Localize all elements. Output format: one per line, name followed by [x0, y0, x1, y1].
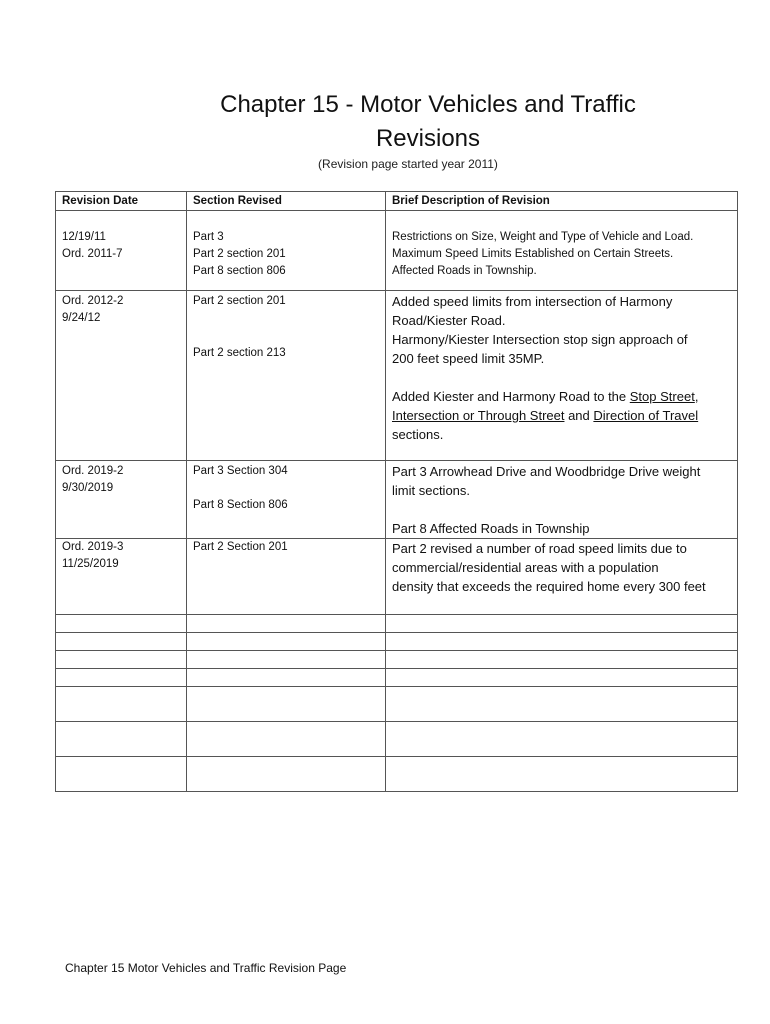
description-line: Part 8 Affected Roads in Township	[392, 521, 590, 536]
description-line: Restrictions on Size, Weight and Type of Vehicle and Load.	[392, 231, 694, 243]
header-section-revised: Section Revised	[187, 192, 386, 211]
description-text: ,	[694, 389, 699, 404]
table-row	[56, 211, 738, 291]
empty-row	[56, 722, 738, 757]
description-cell	[386, 211, 738, 291]
section-revised-cell	[187, 211, 386, 291]
section-item: Part 2 Section 201	[193, 541, 288, 553]
description-line: commercial/residential areas with a population	[392, 560, 659, 575]
revision-date-cell	[56, 539, 187, 615]
section-item: Part 8 Section 806	[193, 499, 288, 511]
page-subtitle: (Revision page started year 2011)	[318, 157, 498, 171]
description-line: 200 feet speed limit 35MP.	[392, 351, 545, 366]
revision-date-cell	[56, 211, 187, 291]
ordinance-number: Ord. 2019-3	[62, 541, 124, 553]
ordinance-number: Ord. 2012-2	[62, 295, 124, 307]
description-cell	[386, 461, 738, 539]
ordinance-number: Ord. 2019-2	[62, 465, 124, 477]
section-item: Part 8 section 806	[193, 265, 286, 277]
revision-date-cell	[56, 291, 187, 461]
description-line: Maximum Speed Limits Established on Certain Streets.	[392, 248, 674, 260]
title-line-1: Chapter 15 - Motor Vehicles and Traffic	[220, 91, 636, 118]
empty-row	[56, 687, 738, 722]
header-description: Brief Description of Revision	[386, 192, 738, 211]
title-line-2: Revisions	[375, 125, 481, 152]
description-line: density that exceeds the required home every 300 feet	[392, 579, 706, 594]
empty-row	[56, 651, 738, 669]
section-revised-cell	[187, 291, 386, 461]
header-revision-date: Revision Date	[56, 192, 187, 211]
description-line: Part 3 Arrowhead Drive and Woodbridge Drive weight	[392, 464, 701, 479]
description-cell	[386, 539, 738, 615]
revision-table	[55, 191, 738, 792]
description-line: Harmony/Kiester Intersection stop sign approach of	[392, 332, 688, 347]
description-line	[392, 387, 731, 406]
description-line	[392, 406, 731, 425]
description-text: Added Kiester and Harmony Road to the	[392, 389, 630, 404]
description-line: Affected Roads in Township.	[392, 265, 537, 277]
empty-row	[56, 633, 738, 651]
revision-date: 9/24/12	[62, 312, 101, 324]
description-text: and	[564, 408, 594, 423]
revision-date: 11/25/2019	[62, 558, 119, 570]
section-item: Part 3	[193, 231, 224, 243]
description-line: sections.	[392, 427, 444, 442]
section-item: Part 2 section 201	[193, 248, 286, 260]
table-header-row	[56, 192, 738, 211]
section-item: Part 2 section 201	[193, 295, 286, 307]
revision-date-cell	[56, 461, 187, 539]
table-row	[56, 539, 738, 615]
revision-date: 9/30/2019	[62, 482, 114, 494]
description-line: Part 2 revised a number of road speed limits due to	[392, 541, 687, 556]
stop-street-text: Stop Street	[629, 389, 695, 404]
direction-of-travel-text: Direction of Travel	[593, 408, 699, 423]
ordinance-number: Ord. 2011-7	[62, 248, 123, 260]
empty-row	[56, 615, 738, 633]
intersection-text: Intersection or Through Street	[392, 408, 565, 423]
description-line: Added speed limits from intersection of Harmony	[392, 294, 673, 309]
table-row	[56, 461, 738, 539]
description-line: limit sections.	[392, 483, 471, 498]
section-item: Part 3 Section 304	[193, 465, 288, 477]
section-item: Part 2 section 213	[193, 347, 286, 359]
description-cell	[386, 291, 738, 461]
section-revised-cell	[187, 539, 386, 615]
table-row	[56, 291, 738, 461]
page-title	[0, 88, 770, 156]
empty-row	[56, 669, 738, 687]
revision-date: 12/19/11	[62, 231, 106, 243]
section-revised-cell	[187, 461, 386, 539]
empty-row	[56, 757, 738, 792]
description-line: Road/Kiester Road.	[392, 313, 506, 328]
page-footer: Chapter 15 Motor Vehicles and Traffic Revision Page	[65, 961, 347, 975]
